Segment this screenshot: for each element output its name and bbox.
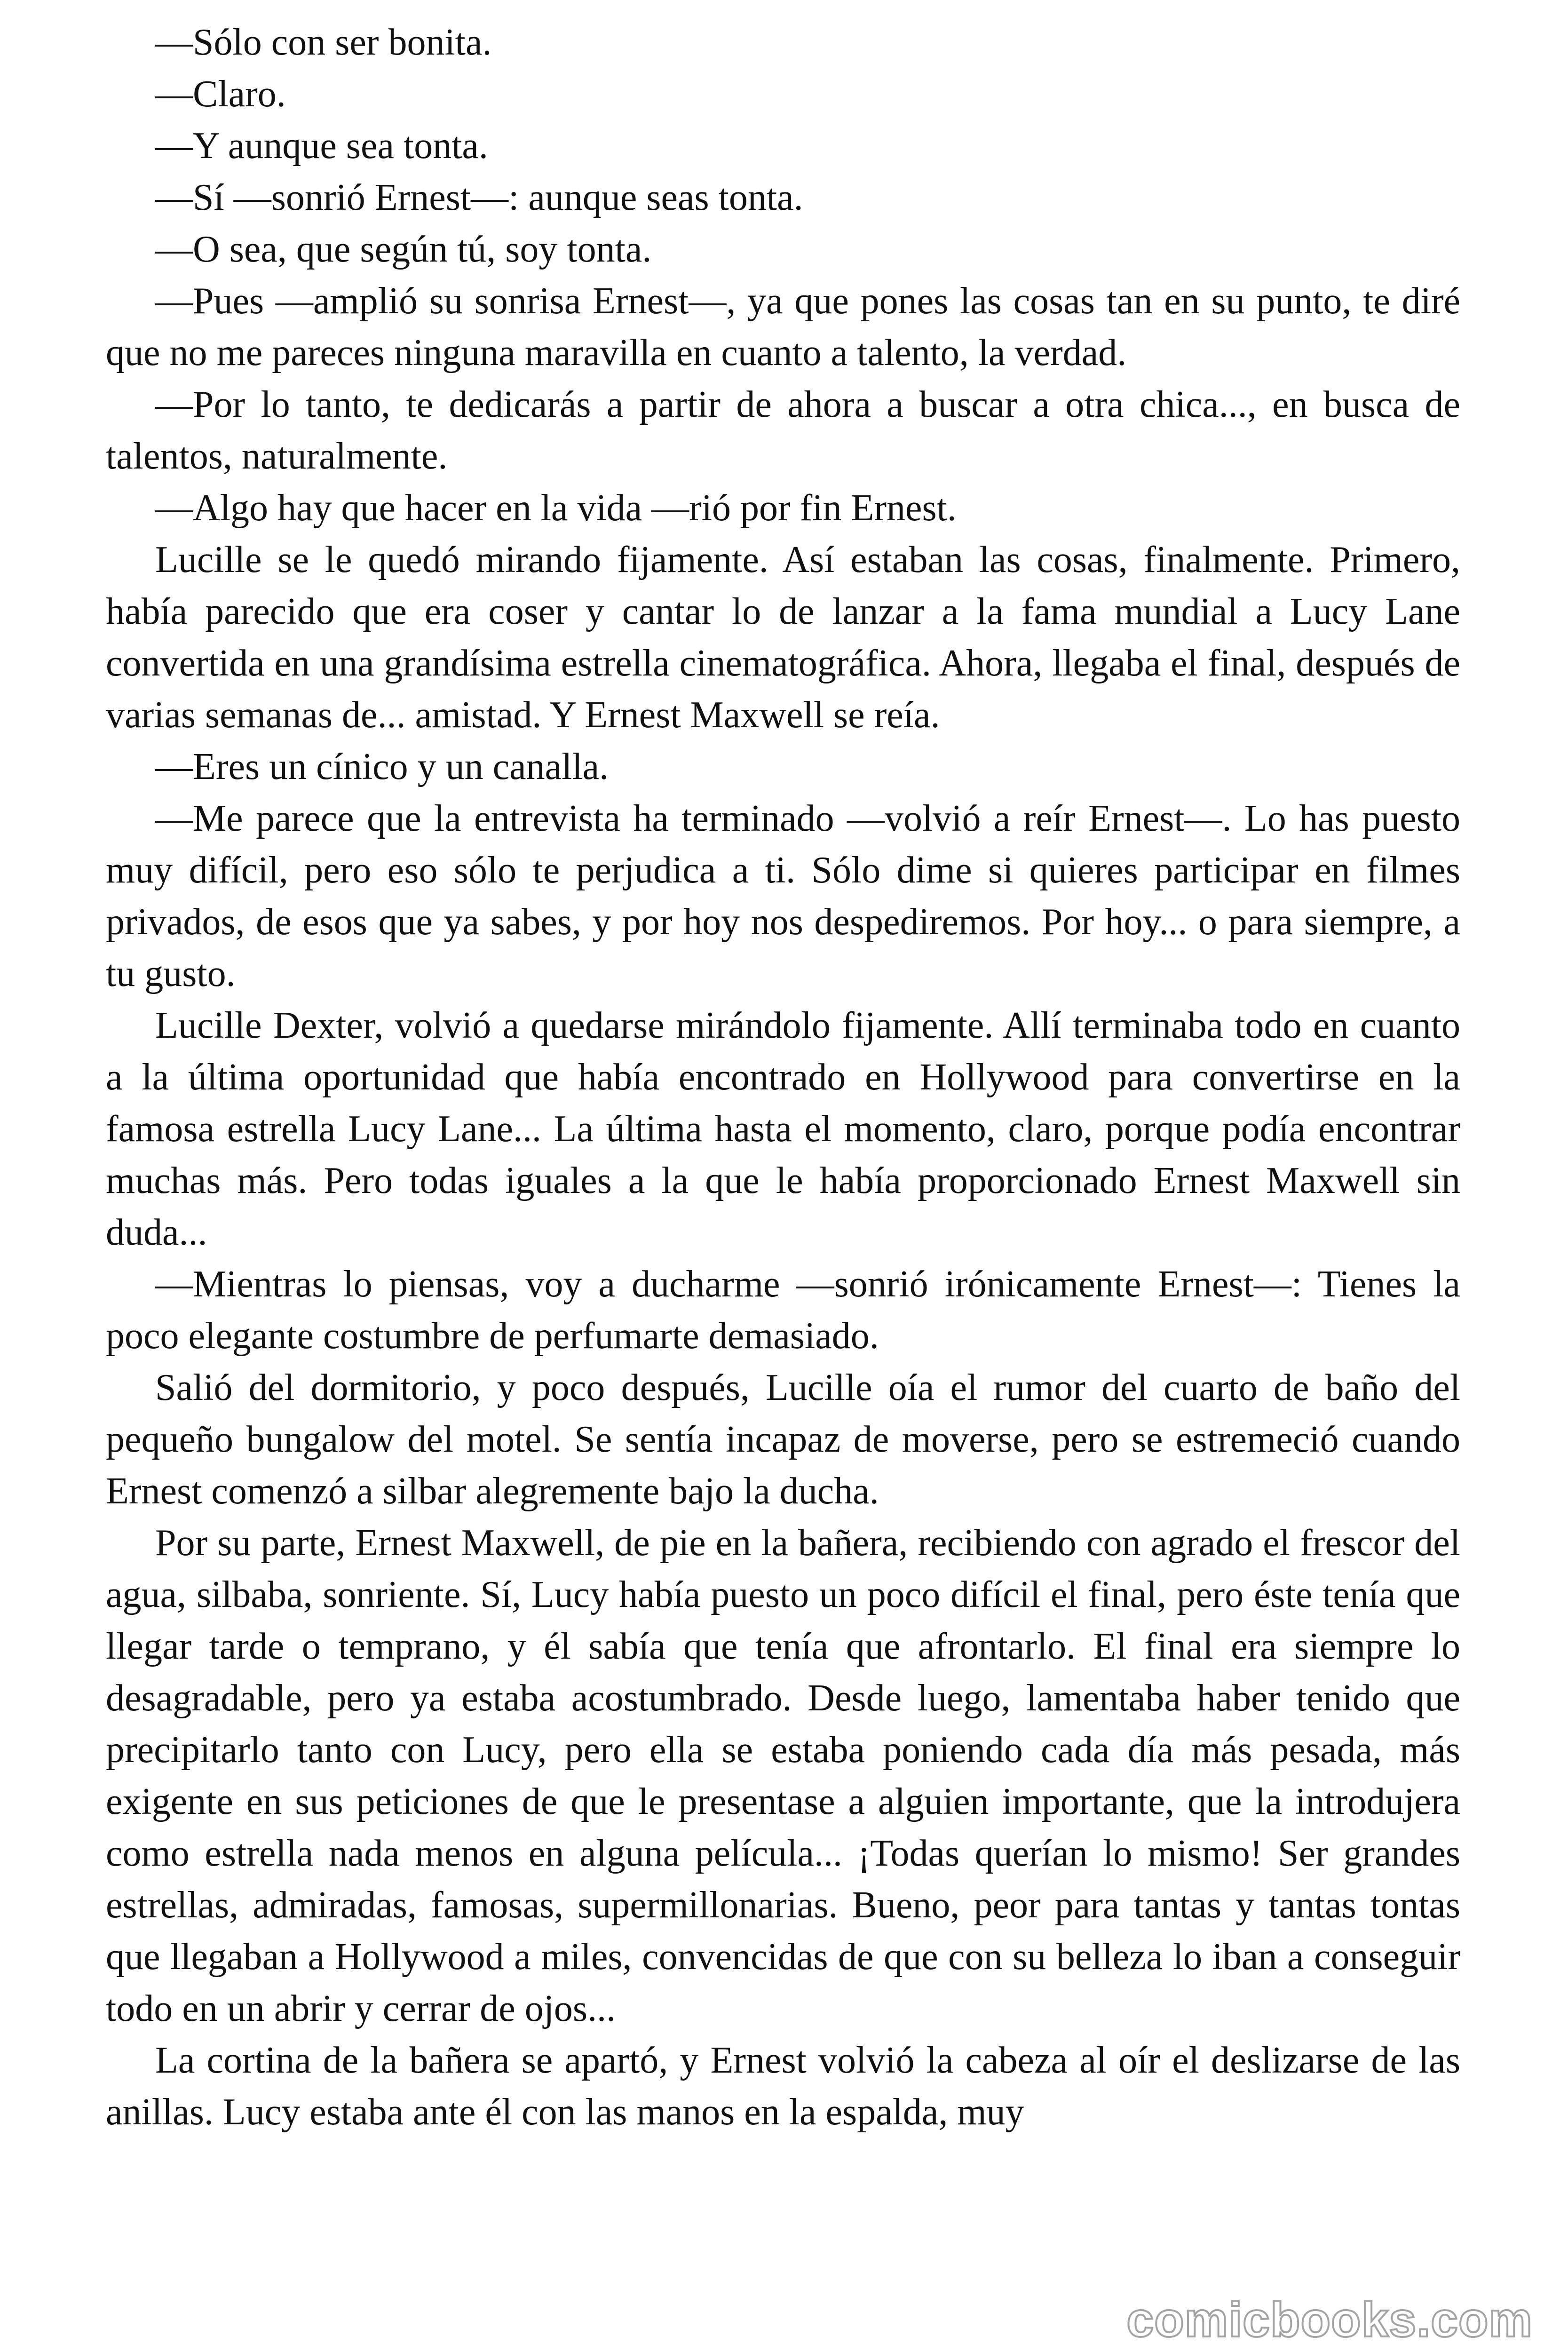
- paragraph: —Me parece que la entrevista ha terminado —volvió a reír Ernest—. Lo has puesto muy difícil, pero eso sólo te perjudica a ti. Sólo dime si quieres participar en filmes privados, de esos que ya sabes, y por hoy nos despediremos. Por hoy... o para siempre, a tu gusto.: [106, 798, 1460, 994]
- paragraph: —Sí —sonrió Ernest—: aunque seas tonta.: [155, 177, 803, 218]
- paragraph: Salió del dormitorio, y poco después, Lucille oía el rumor del cuarto de baño del pequeño bungalow del motel. Se sentía incapaz de moverse, pero se estremeció cuando Ernest comenzó a silbar alegremente bajo la ducha.: [106, 1367, 1460, 1512]
- paragraph: —Pues —amplió su sonrisa Ernest—, ya que pones las cosas tan en su punto, te diré que no me pareces ninguna maravilla en cuanto a talento, la verdad.: [106, 280, 1460, 373]
- paragraph: —Claro.: [155, 73, 286, 115]
- paragraph: —Algo hay que hacer en la vida —rió por fin Ernest.: [155, 487, 957, 529]
- paragraph: —Y aunque sea tonta.: [155, 125, 488, 167]
- paragraph: Lucille Dexter, volvió a quedarse mirándolo fijamente. Allí terminaba todo en cuanto a la última oportunidad que había encontrado en Hollywood para convertirse en la famosa estrella Lucy Lane... La última hasta el momento, claro, porque podía encontrar muchas más. Pero todas iguales a la que le había proporcionado Ernest Maxwell sin duda...: [106, 1005, 1460, 1253]
- watermark: comicbooks.com: [1126, 2293, 1533, 2347]
- paragraph: Por su parte, Ernest Maxwell, de pie en la bañera, recibiendo con agrado el frescor del agua, silbaba, sonriente. Sí, Lucy había puesto un poco difícil el final, pero éste tenía que llegar tarde o temprano, y él sabía que tenía que afrontarlo. El final era siempre lo desagradable, pero ya estaba acostumbrado. Desde luego, lamentaba haber tenido que precipitarlo tanto con Lucy, pero ella se estaba poniendo cada día más pesada, más exigente en sus peticiones de que le presentase a alguien importante, que la introdujera como estrella nada menos en alguna película... ¡Todas querían lo mismo! Ser grandes estrellas, admiradas, famosas, supermillonarias. Bueno, peor para tantas y tantas tontas que llegaban a Hollywood a miles, convencidas de que con su belleza lo iban a conseguir todo en un abrir y cerrar de ojos...: [106, 1522, 1460, 2029]
- paragraph: —Mientras lo piensas, voy a ducharme —sonrió irónicamente Ernest—: Tienes la poco elegante costumbre de perfumarte demasiado.: [106, 1263, 1460, 1357]
- paragraph: —O sea, que según tú, soy tonta.: [155, 229, 652, 270]
- paragraph: Lucille se le quedó mirando fijamente. Así estaban las cosas, finalmente. Primero, había parecido que era coser y cantar lo de lanzar a la fama mundial a Lucy Lane convertida en una grandísima estrella cinematográfica. Ahora, llegaba el final, después de varias semanas de... amistad. Y Ernest Maxwell se reía.: [106, 539, 1460, 736]
- paragraph: —Eres un cínico y un canalla.: [155, 746, 609, 787]
- page-body: [106, 16, 1460, 2138]
- paragraph: —Sólo con ser bonita.: [155, 22, 492, 63]
- paragraph: La cortina de la bañera se apartó, y Ernest volvió la cabeza al oír el deslizarse de las anillas. Lucy estaba ante él con las manos en la espalda, muy: [106, 2040, 1460, 2133]
- paragraph: —Por lo tanto, te dedicarás a partir de ahora a buscar a otra chica..., en busca de talentos, naturalmente.: [106, 384, 1460, 477]
